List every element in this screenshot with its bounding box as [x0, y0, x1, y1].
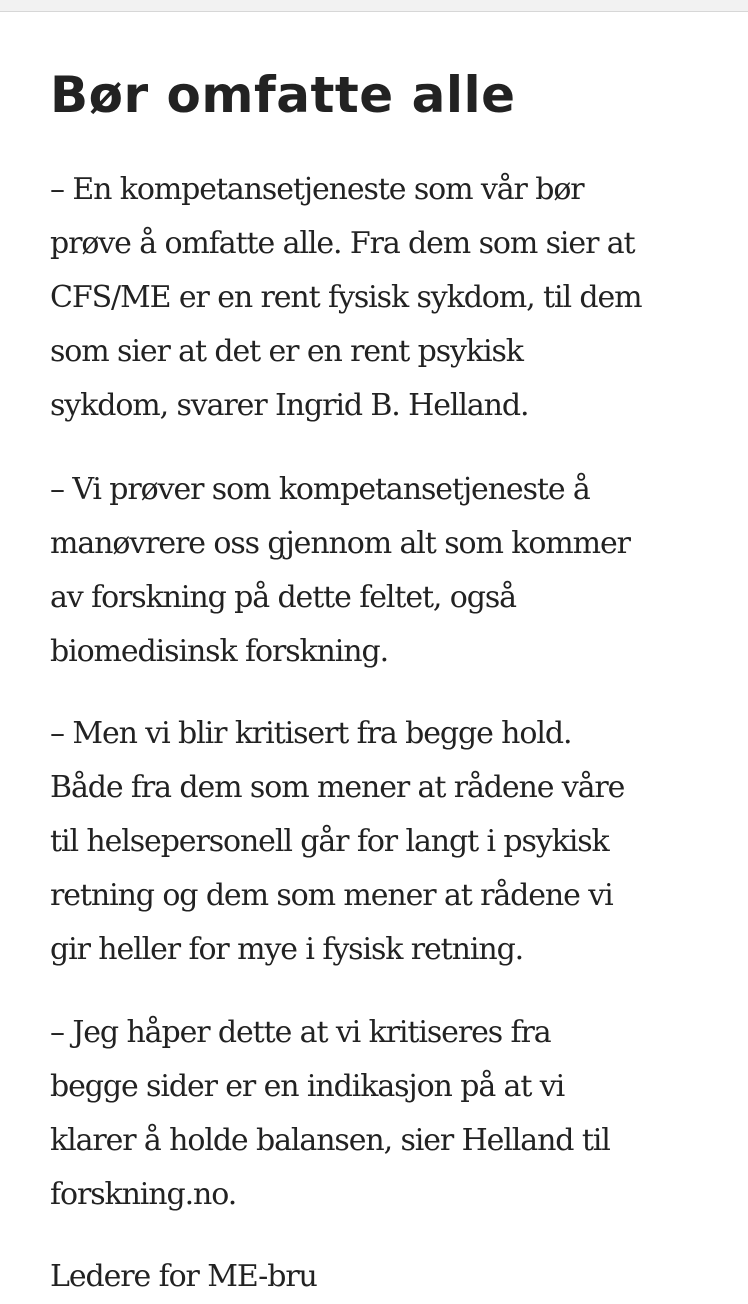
article-paragraph: – Jeg håper dette at vi kritiseres fra begge sider er en indikasjon på at vi klarer å holde balansen, sier Helland til forskning.no.	[50, 1015, 610, 1212]
browser-top-bar	[0, 0, 748, 12]
section-heading: Bør omfatte alle	[50, 66, 516, 124]
article-paragraph: – Men vi blir kritisert fra begge hold. Både fra dem som mener at rådene våre til helsepersonell går for langt i psykisk retning og dem som mener at rådene vi gir heller for mye i fysisk retning.	[50, 716, 625, 967]
article-paragraph: – En kompetansetjeneste som vår bør prøve å omfatte alle. Fra dem som sier at CFS/ME er en rent fysisk sykdom, til dem som sier at det er en rent psykisk sykdom, svarer Ingrid B. Helland.	[50, 172, 642, 423]
article-paragraph-cut-off: Ledere for ME-bru	[50, 1259, 317, 1294]
article-paragraph: – Vi prøver som kompetansetjeneste å manøvrere oss gjennom alt som kommer av forskning på dette feltet, også biomedisinsk forskning.	[50, 472, 630, 669]
